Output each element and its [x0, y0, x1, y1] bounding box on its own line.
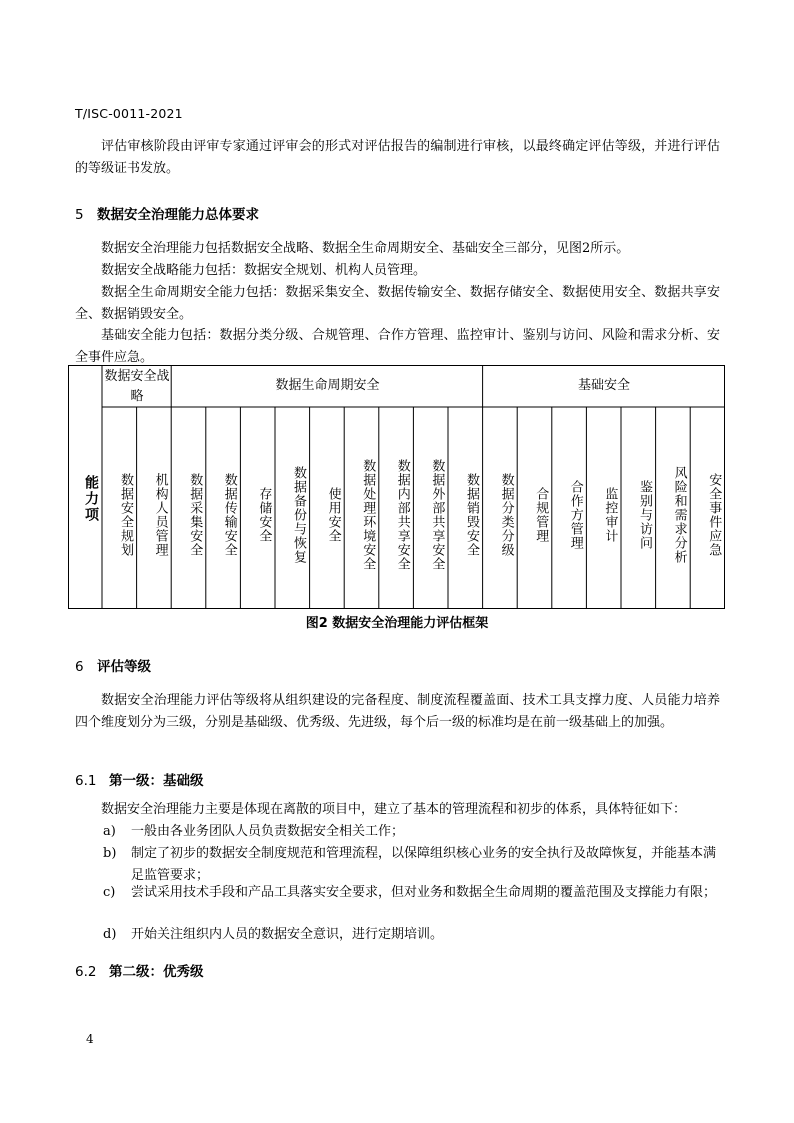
list-item-text: 一般由各业务团队人员负责数据安全相关工作；	[131, 824, 405, 839]
section-5-para-2: 数据安全战略能力包括：数据安全规划、机构人员管理。	[101, 263, 427, 278]
list-item-label: c)	[103, 885, 116, 900]
capability-item: 监控审计	[602, 486, 618, 543]
list-item	[103, 882, 720, 904]
capability-item: 鉴别与访问	[637, 479, 652, 550]
capability-item: 数据外部共享安全	[429, 458, 445, 571]
capability-item: 使用安全	[325, 486, 341, 543]
group-header-lifecycle: 数据生命周期安全	[275, 378, 380, 393]
row-label: 能力项	[83, 475, 99, 523]
framework-table	[68, 365, 725, 609]
capability-item: 合作方管理	[567, 479, 583, 550]
section-number: 6.2	[75, 964, 97, 980]
section-6-1-intro: 数据安全治理能力主要是体现在离散的项目中，建立了基本的管理流程和初步的体系，具体特征如下：	[101, 802, 687, 817]
section-title: 第一级：基础级	[109, 773, 204, 789]
capability-item: 数据传输安全	[221, 472, 237, 557]
section-6-2-heading	[75, 960, 204, 980]
list-item-text: 制定了初步的数据安全制度规范和管理流程，以保障组织核心业务的安全执行及故障恢复，并能基本满足监管要求；	[131, 846, 717, 883]
intro-paragraph: 评估审核阶段由评审专家通过评审会的形式对评估报告的编制进行审核，以最终确定评估等级，并进行评估的等级证书发放。	[75, 139, 720, 176]
section-5-para-3: 数据全生命周期安全能力包括：数据采集安全、数据传输安全、数据存储安全、数据使用安全、数据共享安全、数据销毁安全。	[75, 285, 720, 322]
section-title: 评估等级	[97, 659, 151, 675]
page-number: 4	[86, 1032, 94, 1046]
capability-item: 存储安全	[256, 486, 272, 543]
capability-item: 数据分类分级	[498, 472, 514, 557]
section-title: 数据安全治理能力总体要求	[97, 207, 259, 223]
capability-item: 数据销毁安全	[464, 472, 479, 557]
section-5-para-4: 基础安全能力包括：数据分类分级、合规管理、合作方管理、监控审计、鉴别与访问、风险和需求分析、安全事件应急。	[75, 328, 720, 365]
list-item-label: d)	[103, 927, 117, 942]
section-title: 第二级：优秀级	[109, 964, 204, 980]
capability-item: 数据内部共享安全	[394, 458, 410, 571]
group-header-basic: 基础安全	[577, 378, 630, 393]
section-number: 5	[75, 207, 84, 223]
list-item	[103, 843, 720, 887]
list-item	[103, 821, 720, 843]
section-5-para-1: 数据安全治理能力包括数据安全战略、数据全生命周期安全、基础安全三部分，见图2所示。	[101, 241, 630, 256]
capability-item: 合规管理	[533, 486, 549, 543]
list-item-label: a)	[103, 824, 116, 839]
section-5-heading	[75, 203, 259, 223]
capability-item: 数据安全规划	[118, 472, 133, 557]
capability-item: 数据采集安全	[187, 472, 203, 557]
capability-item: 安全事件应急	[706, 472, 722, 557]
section-number: 6	[75, 659, 84, 675]
capability-item: 数据处理环境安全	[360, 458, 376, 571]
list-item-label: b)	[103, 846, 117, 861]
list-item-text: 尝试采用技术手段和产品工具落实安全要求，但对业务和数据全生命周期的覆盖范围及支撑能力有限；	[131, 885, 717, 900]
list-item-text: 开始关注组织内人员的数据安全意识，进行定期培训。	[131, 927, 444, 942]
capability-item: 机构人员管理	[152, 472, 168, 557]
figure-caption: 图2 数据安全治理能力评估框架	[305, 616, 489, 631]
section-number: 6.1	[75, 773, 97, 789]
capability-item: 数据备份与恢复	[291, 465, 306, 564]
capability-item: 风险和需求分析	[671, 465, 687, 564]
list-item	[103, 924, 720, 946]
section-6-1-heading	[75, 769, 204, 789]
section-6-para-1: 数据安全治理能力评估等级将从组织建设的完备程度、制度流程覆盖面、技术工具支撑力度、人员能力培养四个维度划分为三级，分别是基础级、优秀级、先进级，每个后一级的标准均是在前一级基础上的加强。	[75, 693, 720, 730]
document-id: T/ISC-0011-2021	[75, 106, 183, 121]
group-header-strategy: 数据安全战略	[104, 369, 170, 404]
section-6-heading	[75, 655, 151, 675]
